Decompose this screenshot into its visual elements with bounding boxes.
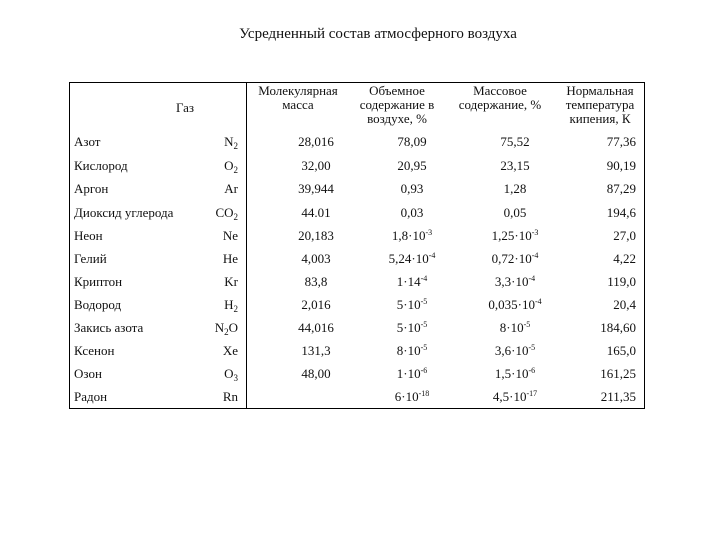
- volume-content-cell: 0,03: [400, 205, 424, 220]
- molecular-mass-cell: 4,003: [301, 251, 331, 266]
- gas-name-cell: Закись азота: [74, 320, 144, 335]
- boiling-temperature-cell: 194,6: [606, 205, 636, 220]
- gas-formula-cell: He: [222, 251, 238, 266]
- gas-name-cell: Ксенон: [74, 343, 115, 358]
- volume-content-cell: 78,09: [397, 134, 427, 149]
- gas-name-cell: Азот: [74, 134, 101, 149]
- mass-content-cell: $4,5\cdot 10^{-17}$: [492, 389, 538, 404]
- table-border-bottom: [69, 408, 645, 409]
- gas-name-cell: Криптон: [74, 274, 123, 289]
- mass-content-cell: $3,6\cdot 10^{-5}$: [494, 343, 536, 358]
- gas-formula-cell: $H_2$: [224, 297, 238, 314]
- volume-content-cell: $6\cdot 10^{-18}$: [394, 389, 430, 404]
- boiling-temperature-cell: 161,25: [600, 366, 636, 381]
- volume-content-cell: $1\cdot 14^{-4}$: [396, 274, 428, 289]
- mass-content-cell: 1,28: [503, 181, 527, 196]
- page-title: Усредненный состав атмосферного воздуха: [239, 26, 517, 42]
- molecular-mass-cell: 48,00: [301, 366, 331, 381]
- volume-content-cell: $1\cdot 10^{-6}$: [396, 366, 428, 381]
- gas-formula-cell: $N_2O$: [214, 320, 238, 337]
- mass-content-cell: $0,035\cdot 10^{-4}$: [488, 297, 542, 312]
- gas-name-cell: Гелий: [74, 251, 107, 266]
- boiling-temperature-cell: 90,19: [606, 158, 636, 173]
- volume-content-cell: $5\cdot 10^{-5}$: [396, 297, 428, 312]
- molecular-mass-cell: 39,944: [298, 181, 334, 196]
- gas-name-cell: Аргон: [74, 181, 109, 196]
- header-volume-content: Объемное содержание в воздухе, %: [359, 83, 435, 126]
- gas-name-cell: Водород: [74, 297, 122, 312]
- gas-formula-cell: $O_2$: [224, 158, 238, 175]
- molecular-mass-cell: 131,3: [301, 343, 331, 358]
- boiling-temperature-cell: 77,36: [606, 134, 636, 149]
- gas-formula-cell: $CO_2$: [215, 205, 238, 222]
- gas-formula-cell: Rn: [222, 389, 238, 404]
- boiling-temperature-cell: 119,0: [607, 274, 636, 289]
- volume-content-cell: 0,93: [400, 181, 424, 196]
- header-gas: Газ: [175, 100, 195, 115]
- gas-name-cell: Радон: [74, 389, 108, 404]
- molecular-mass-cell: 20,183: [298, 228, 334, 243]
- volume-content-cell: 20,95: [397, 158, 427, 173]
- gas-formula-cell: Xe: [222, 343, 238, 358]
- header-mass-content: Массовое содержание, %: [458, 83, 542, 112]
- molecular-mass-cell: 32,00: [301, 158, 331, 173]
- mass-content-cell: 75,52: [500, 134, 530, 149]
- gas-formula-cell: Kr: [224, 274, 238, 289]
- mass-content-cell: $0,72\cdot 10^{-4}$: [491, 251, 539, 266]
- boiling-temperature-cell: 4,22: [613, 251, 636, 266]
- molecular-mass-cell: 28,016: [298, 134, 334, 149]
- gas-name-cell: Неон: [74, 228, 103, 243]
- volume-content-cell: $1,8\cdot 10^{-3}$: [391, 228, 433, 243]
- volume-content-cell: $5\cdot 10^{-5}$: [396, 320, 428, 335]
- molecular-mass-cell: 2,016: [301, 297, 331, 312]
- gas-name-cell: Кислород: [74, 158, 128, 173]
- molecular-mass-cell: 44.01: [301, 205, 331, 220]
- mass-content-cell: $1,5\cdot 10^{-6}$: [494, 366, 536, 381]
- table-border-left: [69, 82, 70, 408]
- boiling-temperature-cell: 165,0: [606, 343, 636, 358]
- mass-content-cell: 0,05: [503, 205, 527, 220]
- molecular-mass-cell: 83,8: [304, 274, 328, 289]
- table-border-right: [644, 82, 645, 408]
- mass-content-cell: $1,25\cdot 10^{-3}$: [491, 228, 539, 243]
- boiling-temperature-cell: 20,4: [613, 297, 636, 312]
- header-molecular-mass: Молекулярная масса: [258, 83, 338, 112]
- mass-content-cell: 23,15: [500, 158, 530, 173]
- molecular-mass-cell: 44,016: [298, 320, 334, 335]
- table-border-top: [69, 82, 645, 83]
- mass-content-cell: $8\cdot 10^{-5}$: [499, 320, 531, 335]
- gas-formula-cell: $N_2$: [224, 134, 238, 151]
- mass-content-cell: $3,3\cdot 10^{-4}$: [494, 274, 536, 289]
- header-boiling-temperature: Нормальная температура кипения, К: [565, 83, 635, 126]
- gas-formula-cell: Ar: [224, 181, 238, 196]
- volume-content-cell: $5,24\cdot 10^{-4}$: [388, 251, 436, 266]
- boiling-temperature-cell: 27,0: [613, 228, 636, 243]
- boiling-temperature-cell: 211,35: [600, 389, 636, 404]
- gas-name-cell: Диоксид углерода: [74, 205, 174, 220]
- boiling-temperature-cell: 184,60: [600, 320, 636, 335]
- gas-name-cell: Озон: [74, 366, 102, 381]
- gas-formula-cell: Ne: [222, 228, 238, 243]
- column-divider-mass: [246, 82, 247, 408]
- volume-content-cell: $8\cdot 10^{-5}$: [396, 343, 428, 358]
- gas-formula-cell: $O_3$: [224, 366, 238, 383]
- boiling-temperature-cell: 87,29: [606, 181, 636, 196]
